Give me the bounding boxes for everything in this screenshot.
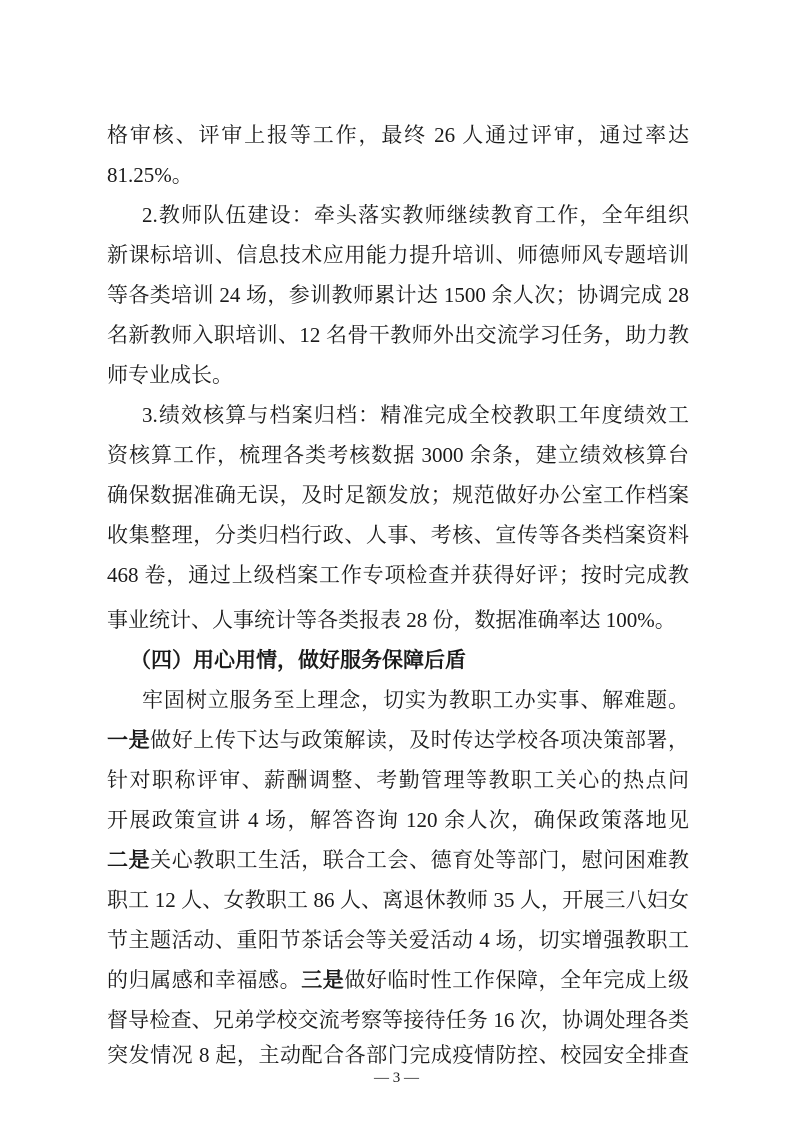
- text-segment: 职工 12 人、女教职工 86 人、离退休教师 35 人，开展三八妇女: [107, 888, 689, 912]
- text-segment: 关心教职工生活，联合工会、德育处等部门，慰问困难教: [150, 848, 689, 872]
- text-line: [107, 515, 689, 555]
- text-segment: 事业统计、人事统计等各类报表 28 份，数据准确率达 100%。: [107, 608, 676, 632]
- text-line: [107, 720, 689, 760]
- text-line: [107, 155, 689, 195]
- text-line: [142, 395, 689, 435]
- text-segment: 针对职称评审、薪酬调整、考勤管理等教职工关心的热点问: [107, 768, 689, 792]
- text-line: [107, 1000, 689, 1040]
- text-segment: 2.教师队伍建设：牵头落实教师继续教育工作，全年组织: [142, 203, 689, 227]
- text-line: [107, 275, 689, 315]
- text-line: [107, 235, 689, 275]
- text-line: [142, 680, 689, 720]
- text-line: [107, 920, 689, 960]
- text-line: [107, 600, 689, 640]
- text-segment: 3.绩效核算与档案归档：精准完成全校教职工年度绩效工: [142, 403, 689, 427]
- text-line: [107, 115, 689, 155]
- text-line: [107, 960, 689, 1000]
- text-segment: 收集整理，分类归档行政、人事、考核、宣传等各类档案资料: [107, 523, 689, 547]
- text-segment: 的归属感和幸福感。: [107, 968, 302, 992]
- text-segment: 牢固树立服务至上理念，切实为教职工办实事、解难题。: [142, 688, 689, 712]
- text-segment: 等各类培训 24 场，参训教师累计达 1500 余人次；协调完成 28: [107, 283, 689, 307]
- text-segment: 开展政策宣讲 4 场，解答咨询 120 余人次，确保政策落地见: [107, 808, 689, 832]
- text-segment: 突发情况 8 起，主动配合各部门完成疫情防控、校园安全排查: [107, 1043, 689, 1067]
- text-segment: 做好临时性工作保障，全年完成上级: [344, 968, 689, 992]
- text-segment: 468 卷，通过上级档案工作专项检查并获得好评；按时完成教: [107, 563, 689, 587]
- text-line: [107, 315, 689, 355]
- bold-lead-phrase: 三是: [301, 968, 345, 992]
- text-line: [107, 800, 689, 840]
- text-segment: 格审核、评审上报等工作，最终 26 人通过评审，通过率达: [107, 123, 689, 147]
- text-line: [107, 475, 689, 515]
- section-heading: [130, 640, 690, 680]
- text-line: [107, 840, 689, 880]
- text-segment: 81.25%。: [107, 163, 193, 187]
- text-segment: （四）用心用情，做好服务保障后盾: [130, 648, 466, 672]
- bold-lead-phrase: 一是: [107, 728, 151, 752]
- text-segment: 节主题活动、重阳节茶话会等关爱活动 4 场，切实增强教职工: [107, 928, 689, 952]
- text-segment: 确保数据准确无误，及时足额发放；规范做好办公室工作档案: [107, 483, 689, 507]
- text-segment: 新课标培训、信息技术应用能力提升培训、师德师风专题培训: [107, 243, 689, 267]
- text-line: [107, 435, 689, 475]
- text-line: [107, 355, 689, 395]
- text-line: [107, 555, 689, 595]
- text-line: [107, 880, 689, 920]
- text-segment: 督导检查、兄弟学校交流考察等接待任务 16 次，协调处理各类: [107, 1008, 689, 1032]
- text-segment: 资核算工作，梳理各类考核数据 3000 余条，建立绩效核算台: [107, 443, 689, 467]
- text-segment: 做好上传下达与政策解读，及时传达学校各项决策部署，: [150, 728, 689, 752]
- text-line: [142, 195, 689, 235]
- text-line: [107, 760, 689, 800]
- text-segment: 师专业成长。: [107, 363, 233, 387]
- bold-lead-phrase: 二是: [107, 848, 151, 872]
- text-segment: 名新教师入职培训、12 名骨干教师外出交流学习任务，助力教: [107, 323, 689, 347]
- page-number: — 3 —: [374, 1070, 419, 1086]
